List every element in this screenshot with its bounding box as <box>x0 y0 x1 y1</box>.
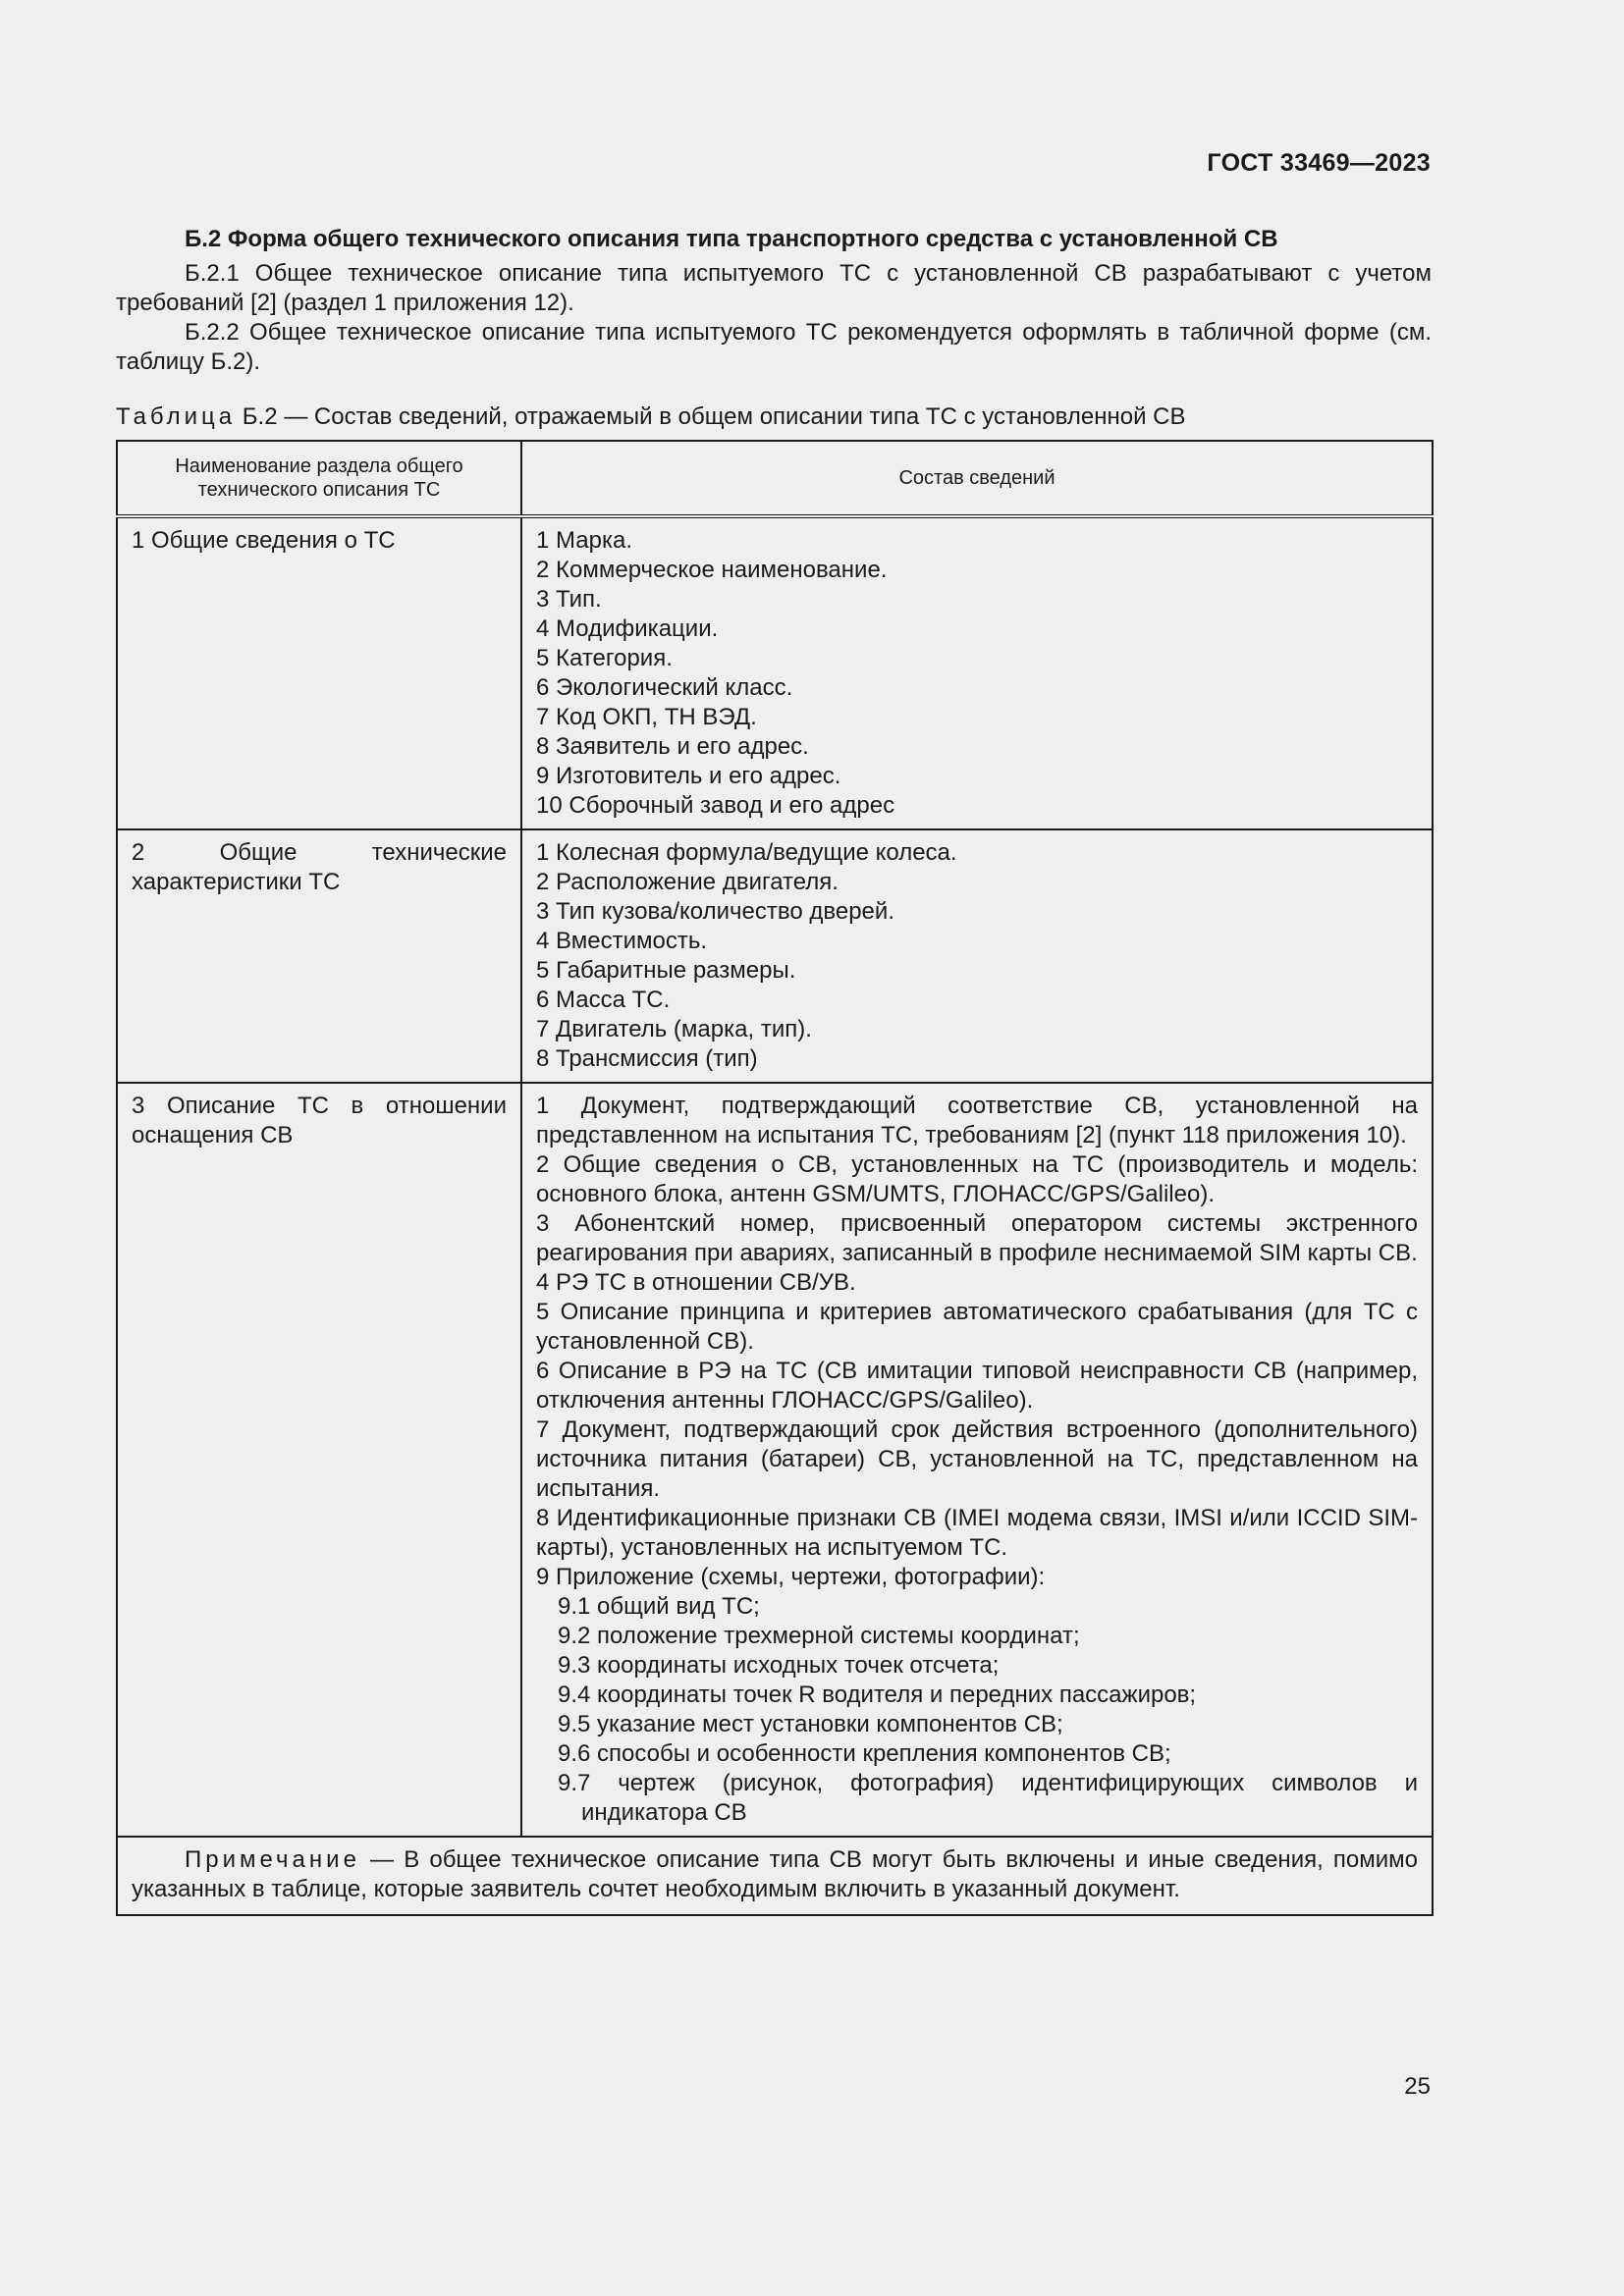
list-item: 2 Расположение двигателя. <box>536 869 839 895</box>
list-item: 4 РЭ ТС в отношении СВ/УВ. <box>536 1269 856 1296</box>
list-item: 1 Марка. <box>536 527 633 554</box>
list-item: 5 Габаритные размеры. <box>536 957 796 984</box>
list-item: 7 Код ОКП, ТН ВЭД. <box>536 704 757 730</box>
list-item: 4 Вместимость. <box>536 928 708 954</box>
table-row <box>117 516 1433 829</box>
sub-list-item: 9.3 координаты исходных точек отсчета; <box>558 1652 1000 1679</box>
row-section-name: 2 Общие технические характеристики ТС <box>117 829 521 1083</box>
list-item: 5 Описание принципа и критериев автоматического срабатывания (для ТС с установленной СВ). <box>536 1299 1418 1355</box>
column-header-content: Состав сведений <box>521 441 1433 516</box>
list-item: 6 Описание в РЭ на ТС (СВ имитации типовой неисправности СВ (например, отключения антенны ГЛОНАСС/GPS/Galileo). <box>536 1358 1418 1414</box>
paragraph-b22: Б.2.2 Общее техническое описание типа испытуемого ТС рекомендуется оформлять в табличной форме (см. таблицу Б.2). <box>116 319 1432 375</box>
list-item: 3 Тип кузова/количество дверей. <box>536 898 894 925</box>
column-header-section: Наименование раздела общего технического описания ТС <box>117 441 521 516</box>
list-item: 8 Заявитель и его адрес. <box>536 733 809 760</box>
table-note-row <box>117 1837 1433 1915</box>
list-item: 1 Документ, подтверждающий соответствие СВ, установленной на представленном на испытания ТС, требованиям [2] (пункт 118 приложения 10). <box>536 1093 1418 1148</box>
list-item: 6 Экологический класс. <box>536 674 793 701</box>
list-item: 5 Категория. <box>536 645 673 671</box>
table-row <box>117 1083 1433 1837</box>
sub-list-item: 9.7 чертеж (рисунок, фотография) идентифицирующих символов и индикатора СВ <box>558 1770 1418 1826</box>
list-item: 3 Абонентский номер, присвоенный оператором системы экстренного реагирования при авариях, записанный в профиле неснимаемой SIM карты СВ. <box>536 1210 1418 1266</box>
list-item: 9 Приложение (схемы, чертежи, фотографии): <box>536 1564 1046 1590</box>
list-item: 4 Модификации. <box>536 615 719 642</box>
list-item: 10 Сборочный завод и его адрес <box>536 792 895 819</box>
list-item: 8 Трансмиссия (тип) <box>536 1045 758 1072</box>
composition-table <box>116 440 1434 1916</box>
row-items <box>521 516 1433 829</box>
document-code: ГОСТ 33469—2023 <box>1207 149 1431 177</box>
sub-list-item: 9.5 указание мест установки компонентов СВ; <box>558 1711 1063 1737</box>
section-title: Б.2 Форма общего технического описания типа транспортного средства с установленной СВ <box>185 226 1278 252</box>
table-caption-text: Б.2 — Состав сведений, отражаемый в общем описании типа ТС с установленной СВ <box>242 403 1186 430</box>
sub-list-item: 9.2 положение трехмерной системы координат; <box>558 1623 1080 1649</box>
table-caption <box>116 402 1432 432</box>
table-header-row <box>117 441 1433 516</box>
list-item: 7 Документ, подтверждающий срок действия встроенного (дополнительного) источника питания (батареи) СВ, установленной на ТС, представленном на испытания. <box>536 1416 1418 1502</box>
sub-list-item: 9.4 координаты точек R водителя и передних пассажиров; <box>558 1682 1197 1708</box>
row-section-name: 3 Описание ТС в отношении оснащения СВ <box>117 1083 521 1837</box>
page-number: 25 <box>1404 2073 1431 2100</box>
sub-list-item: 9.6 способы и особенности крепления компонентов СВ; <box>558 1740 1171 1767</box>
list-item: 9 Изготовитель и его адрес. <box>536 763 841 789</box>
note-text: — В общее техническое описание типа СВ могут быть включены и иные сведения, помимо указанных в таблице, которые заявитель сочтет необходимым включить в указанный документ. <box>132 1846 1418 1902</box>
list-item: 6 Масса ТС. <box>536 987 671 1013</box>
row-section-name: 1 Общие сведения о ТС <box>117 516 521 829</box>
row-items <box>521 1083 1433 1837</box>
list-item: 8 Идентификационные признаки СВ (IMEI модема связи, IMSI и/или ICCID SIM-карты), установленных на испытуемом ТС. <box>536 1505 1418 1561</box>
table-caption-label: Таблица <box>116 403 237 430</box>
note-label: Примечание <box>185 1846 360 1873</box>
paragraph-b21: Б.2.1 Общее техническое описание типа испытуемого ТС с установленной СВ разрабатывают с учетом требований [2] (раздел 1 приложения 12). <box>116 260 1432 316</box>
row-items <box>521 829 1433 1083</box>
list-item: 3 Тип. <box>536 586 602 613</box>
list-item: 2 Коммерческое наименование. <box>536 557 888 583</box>
list-item: 2 Общие сведения о СВ, установленных на ТС (производитель и модель: основного блока, антенн GSM/UMTS, ГЛОНАСС/GPS/Galileo). <box>536 1151 1418 1207</box>
table-note <box>117 1837 1433 1915</box>
sub-list-item: 9.1 общий вид ТС; <box>558 1593 760 1620</box>
table-row <box>117 829 1433 1083</box>
page-content <box>116 224 1432 1916</box>
list-item: 7 Двигатель (марка, тип). <box>536 1016 812 1042</box>
list-item: 1 Колесная формула/ведущие колеса. <box>536 839 957 866</box>
